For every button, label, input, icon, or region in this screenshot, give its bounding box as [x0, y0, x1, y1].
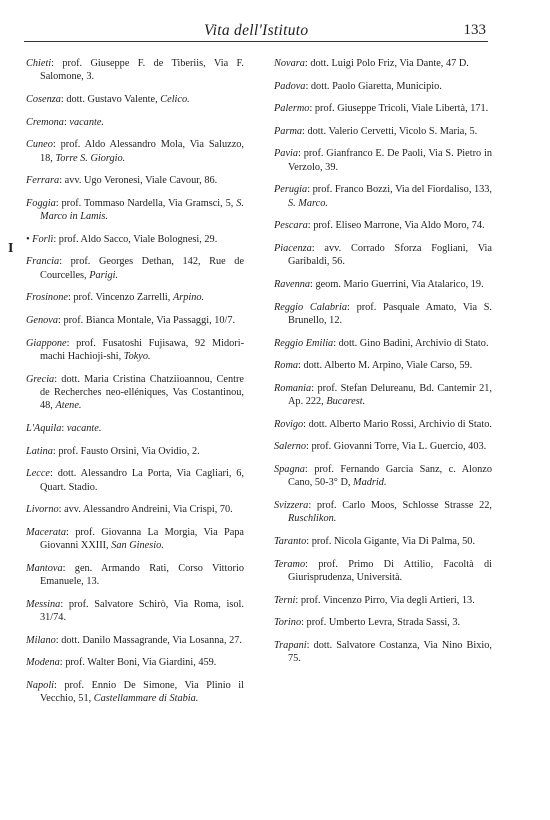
directory-entry: Grecia: dott. Maria Cristina Chatziioannou, Centre de Recherches neo-elléniques, Vas Costantinou, 48, Atene. — [26, 373, 245, 412]
entry-city: Terni — [274, 594, 296, 606]
entry-place: Torre S. Giorgio. — [55, 152, 126, 164]
entry-city: • Forlì — [26, 233, 54, 245]
entry-city: Padova — [274, 80, 306, 92]
entry-city: Latina — [26, 445, 53, 457]
entry-address: prof. Fusatoshi Fujisawa, 92 Midori-machi Hachioji-shi, — [40, 337, 244, 362]
entry-city: Macerata — [26, 526, 67, 538]
entry-address: prof. Tommaso Nardella, Via Gramsci, 5, — [61, 197, 234, 209]
entry-address: prof. Ennio De Simone, Via Plinio il Vecchio, 51, — [40, 679, 244, 705]
entry-place: Castellammare di Stabia. — [93, 693, 199, 705]
page-header — [0, 0, 550, 44]
directory-entry: Genova: prof. Bianca Montale, Via Passaggi, 10/7. — [26, 314, 236, 326]
directory-entry: Foggia: prof. Tommaso Nardella, Via Gramsci, 5, S. Marco in Lamis. — [26, 197, 245, 223]
entry-address: prof. Vincenzo Zarrelli, — [73, 292, 171, 304]
entry-place: Parigi. — [89, 269, 119, 281]
entry-address: dott. Maria Cristina Chatziioannou, Centre de Recherches neo-elléniques, Vas Costantinou, 48, — [40, 373, 245, 412]
entry-city: Mantova — [26, 562, 63, 574]
directory-entry: Palermo: prof. Giuseppe Tricoli, Viale Libertà, 171. — [274, 103, 489, 115]
entry-address: dott. Gino Badini, Archivio di Stato. — [338, 337, 489, 349]
entry-place: Bucarest. — [326, 396, 366, 408]
entry-address: prof. Giuseppe Tricoli, Viale Libertà, 171. — [314, 103, 489, 115]
entry-city: Taranto — [274, 535, 307, 547]
entry-address: prof. Pasquale Amato, Via S. Brunello, 12. — [288, 301, 492, 326]
directory-entry: Rovigo: dott. Alberto Mario Rossi, Archivio di Stato. — [274, 418, 492, 430]
directory-entry: Novara: dott. Luigi Polo Friz, Via Dante, 47 D. — [274, 58, 469, 69]
directory-entry: • Forlì: prof. Aldo Sacco, Viale Bolognesi, 29. — [26, 233, 218, 245]
directory-entry: Cuneo: prof. Aldo Alessandro Mola, Via Saluzzo, 18, Torre S. Giorgio. — [26, 139, 244, 164]
directory-entry: Mantova: gen. Armando Rati, Corso Vittorio Emanuele, 13. — [26, 562, 244, 588]
entry-address: prof. Salvatore Schirò, Via Roma, isol. 31/74. — [40, 598, 244, 624]
entry-city: Livorno — [26, 504, 59, 516]
entry-address: prof. Carlo Moos, Schlosse Strasse 22, — [316, 499, 493, 511]
entry-city: Lecce — [26, 468, 51, 480]
entry-place: Ruschlikon. — [288, 513, 337, 525]
entry-place: Tokyo. — [123, 350, 151, 362]
entry-city: Teramo — [274, 558, 306, 570]
entry-city: Reggio Calabria — [274, 301, 348, 313]
entry-address: prof. Aldo Alessandro Mola, Via Saluzzo, 18, — [40, 139, 244, 164]
entry-address: dott. Alessandro La Porta, Via Cagliari, 6, Quart. Stadio. — [40, 468, 244, 493]
entry-city: Ravenna — [274, 278, 311, 290]
entry-city: Napoli — [26, 679, 55, 691]
entry-address: dott. Alberto M. Arpino, Viale Carso, 59. — [303, 360, 473, 372]
entry-address: dott. Danilo Massagrande, Via Losanna, 27. — [61, 634, 242, 646]
entry-place: Madrid. — [353, 477, 387, 489]
directory-entry: Latina: prof. Fausto Orsini, Via Ovidio, 2. — [26, 445, 200, 457]
header-rule — [24, 41, 488, 42]
entry-city: Messina — [26, 598, 61, 610]
entry-city: Pavia — [274, 148, 299, 160]
entry-place: Atene. — [55, 400, 82, 412]
entry-address: prof. Giovanna La Morgia, Via Papa Giovanni XXIII, — [40, 526, 244, 552]
entry-city: Frosinone — [26, 292, 68, 304]
directory-entry: Romania: prof. Stefan Delureanu, Bd. Cantemir 21, Ap. 222, Bucarest. — [274, 382, 493, 408]
entry-address: prof. Vincenzo Pirro, Via degli Artieri, 13. — [300, 594, 475, 606]
directory-entry: Modena: prof. Walter Boni, Via Giardini, 459. — [26, 657, 217, 669]
entry-address: dott. Gustavo Valente, — [66, 94, 158, 105]
directory-entry: Giappone: prof. Fusatoshi Fujisawa, 92 Midori-machi Hachioji-shi, Tokyo. — [26, 337, 244, 362]
entry-city: Genova — [26, 314, 59, 326]
directory-entry: Messina: prof. Salvatore Schirò, Via Roma, isol. 31/74. — [26, 598, 244, 624]
page-number: 133 — [463, 22, 486, 38]
directory-entry: Francia: prof. Georges Dethan, 142, Rue de Courcelles, Parigi. — [26, 256, 245, 281]
entry-place: Arpino. — [172, 292, 205, 304]
directory-entry: Pescara: prof. Eliseo Marrone, Via Aldo Moro, 74. — [274, 220, 485, 232]
entry-address: prof. Giovanni Torre, Via L. Guercio, 403. — [311, 441, 487, 453]
directory-entry: Lecce: dott. Alessandro La Porta, Via Cagliari, 6, Quart. Stadio. — [26, 468, 244, 493]
directory-entry: Teramo: prof. Primo Di Attilio, Facoltà di Giurisprudenza, Università. — [274, 558, 492, 583]
directory-entry: Livorno: avv. Alessandro Andreini, Via Crispi, 70. — [26, 504, 233, 516]
entry-city: Trapani — [274, 639, 307, 651]
entry-address: dott. Valerio Cervetti, Vicolo S. Maria, 5. — [307, 125, 478, 137]
entry-place: Celico. — [160, 94, 190, 105]
entry-city: Torino — [274, 617, 302, 629]
directory-entry: Padova: dott. Paolo Giaretta, Municipio. — [274, 80, 442, 92]
entry-address: dott. Luigi Polo Friz, Via Dante, 47 D. — [310, 58, 469, 69]
directory-entry: L'Aquila: vacante. — [26, 422, 102, 434]
entry-address: geom. Mario Guerrini, Via Atalarico, 19. — [315, 278, 484, 290]
entry-address: avv. Ugo Veronesi, Viale Cavour, 86. — [64, 175, 218, 187]
directory-entry: Svizzera: prof. Carlo Moos, Schlosse Strasse 22, Ruschlikon. — [274, 499, 493, 525]
directory-entry: Napoli: prof. Ennio De Simone, Via Plinio il Vecchio, 51, Castellammare di Stabia. — [26, 679, 244, 705]
directory-entry: Spagna: prof. Fernando Garcia Sanz, c. Alonzo Cano, 50-3° D, Madrid. — [274, 463, 493, 489]
entry-place: vacante. — [69, 116, 104, 128]
directory-entry: Piacenza: avv. Corrado Sforza Fogliani, Via Garibaldi, 56. — [274, 242, 492, 268]
entry-city: Giappone — [26, 337, 67, 349]
entry-address: avv. Corrado Sforza Fogliani, Via Garibaldi, 56. — [288, 242, 492, 268]
entry-address: prof. Fausto Orsini, Via Ovidio, 2. — [58, 445, 200, 457]
directory-entry: Trapani: dott. Salvatore Costanza, Via Nino Bixio, 75. — [274, 639, 492, 665]
directory-entry: Chieti: prof. Giuseppe F. de Tiberiis, Via F. Salomone, 3. — [26, 58, 244, 83]
entry-address: prof. Aldo Sacco, Viale Bolognesi, 29. — [58, 233, 218, 245]
directory-entry: Cosenza: dott. Gustavo Valente, Celico. — [26, 94, 190, 105]
directory-entry: Reggio Calabria: prof. Pasquale Amato, Via S. Brunello, 12. — [274, 301, 492, 326]
entry-address: prof. Eliseo Marrone, Via Aldo Moro, 74. — [313, 220, 485, 232]
running-title: Vita dell'Istituto — [204, 22, 309, 39]
directory-entry: Parma: dott. Valerio Cervetti, Vicolo S. Maria, 5. — [274, 125, 478, 137]
entry-address: prof. Primo Di Attilio, Facoltà di Giurisprudenza, Università. — [288, 558, 492, 583]
entry-city: Salerno — [274, 441, 307, 453]
entry-city: Parma — [274, 125, 303, 137]
entry-address: prof. Georges Dethan, 142, Rue de Courcelles, — [40, 256, 245, 281]
directory-entry: Taranto: prof. Nicola Gigante, Via Di Palma, 50. — [274, 535, 476, 547]
entry-city: Grecia — [26, 373, 55, 385]
entry-city: Novara — [274, 58, 305, 69]
entry-address: dott. Alberto Mario Rossi, Archivio di Stato. — [308, 418, 492, 430]
directory-entry: Terni: prof. Vincenzo Pirro, Via degli Artieri, 13. — [274, 594, 475, 606]
entry-city: Perugia — [274, 184, 308, 196]
entry-address: prof. Gianfranco E. De Paoli, Via S. Pietro in Verzolo, 39. — [288, 148, 493, 173]
entry-address: gen. Armando Rati, Corso Vittorio Emanuele, 13. — [40, 562, 244, 588]
directory-entry: Reggio Emilia: dott. Gino Badini, Archivio di Stato. — [274, 337, 489, 349]
entry-city: Cosenza — [26, 94, 61, 105]
entry-address: dott. Salvatore Costanza, Via Nino Bixio, 75. — [288, 639, 492, 665]
entry-city: Svizzera — [274, 499, 309, 511]
entry-city: Palermo — [274, 103, 310, 115]
entry-place: S. Marco in Lamis. — [40, 197, 245, 223]
margin-mark: I — [8, 241, 14, 256]
directory-entry: Ferrara: avv. Ugo Veronesi, Viale Cavour, 86. — [26, 175, 218, 187]
directory-entry: Frosinone: prof. Vincenzo Zarrelli, Arpino. — [26, 292, 205, 304]
directory-entry: Salerno: prof. Giovanni Torre, Via L. Guercio, 403. — [274, 441, 487, 453]
directory-entry: Milano: dott. Danilo Massagrande, Via Losanna, 27. — [26, 634, 242, 646]
entry-address: prof. Umberto Levra, Strada Sassi, 3. — [306, 617, 461, 629]
entry-city: Modena — [26, 657, 60, 669]
directory-entry: Cremona: vacante. — [26, 116, 104, 128]
entry-city: Romania — [274, 382, 312, 394]
entry-city: Rovigo — [274, 418, 304, 430]
entry-city: Roma — [274, 360, 299, 372]
entry-place: S. Marco. — [288, 197, 328, 209]
entry-address: prof. Stefan Delureanu, Bd. Cantemir 21, Ap. 222, — [288, 382, 493, 408]
entry-address: prof. Bianca Montale, Via Passaggi, 10/7. — [63, 314, 236, 326]
entry-city: Foggia — [26, 197, 56, 209]
entry-address: avv. Alessandro Andreini, Via Crispi, 70. — [64, 504, 233, 516]
right-column — [274, 57, 492, 675]
entry-city: Francia — [26, 256, 60, 268]
entry-address: prof. Nicola Gigante, Via Di Palma, 50. — [311, 535, 476, 547]
entry-city: Piacenza — [274, 242, 312, 254]
entry-city: Cremona — [26, 116, 64, 128]
directory-entry: Macerata: prof. Giovanna La Morgia, Via Papa Giovanni XXIII, San Ginesio. — [26, 526, 244, 552]
directory-entry: Pavia: prof. Gianfranco E. De Paoli, Via S. Pietro in Verzolo, 39. — [274, 148, 493, 173]
entry-city: Spagna — [274, 463, 305, 475]
entry-address: dott. Paolo Giaretta, Municipio. — [310, 80, 442, 92]
directory-entry: Torino: prof. Umberto Levra, Strada Sassi, 3. — [274, 617, 461, 629]
entry-address: prof. Giuseppe F. de Tiberiis, Via F. Salomone, 3. — [40, 58, 244, 83]
left-column — [26, 57, 244, 715]
directory-entry: Ravenna: geom. Mario Guerrini, Via Atalarico, 19. — [274, 278, 484, 290]
directory-entry: Roma: dott. Alberto M. Arpino, Viale Carso, 59. — [274, 360, 473, 372]
entry-city: L'Aquila — [26, 422, 62, 434]
entry-city: Cuneo — [26, 139, 53, 151]
entry-city: Reggio Emilia — [274, 337, 334, 349]
entry-place: vacante. — [66, 422, 102, 434]
entry-city: Ferrara — [26, 175, 60, 187]
entry-place: San Ginesio. — [111, 540, 164, 552]
entry-city: Chieti — [26, 58, 52, 69]
entry-address: prof. Franco Bozzi, Via del Fiordaliso, 133, — [312, 184, 492, 196]
entry-city: Milano — [26, 634, 56, 646]
entry-address: prof. Fernando Garcia Sanz, c. Alonzo Cano, 50-3° D, — [288, 463, 493, 489]
entry-address: prof. Walter Boni, Via Giardini, 459. — [65, 657, 217, 669]
directory-entry: Perugia: prof. Franco Bozzi, Via del Fiordaliso, 133, S. Marco. — [274, 184, 492, 209]
entry-city: Pescara — [274, 220, 308, 232]
